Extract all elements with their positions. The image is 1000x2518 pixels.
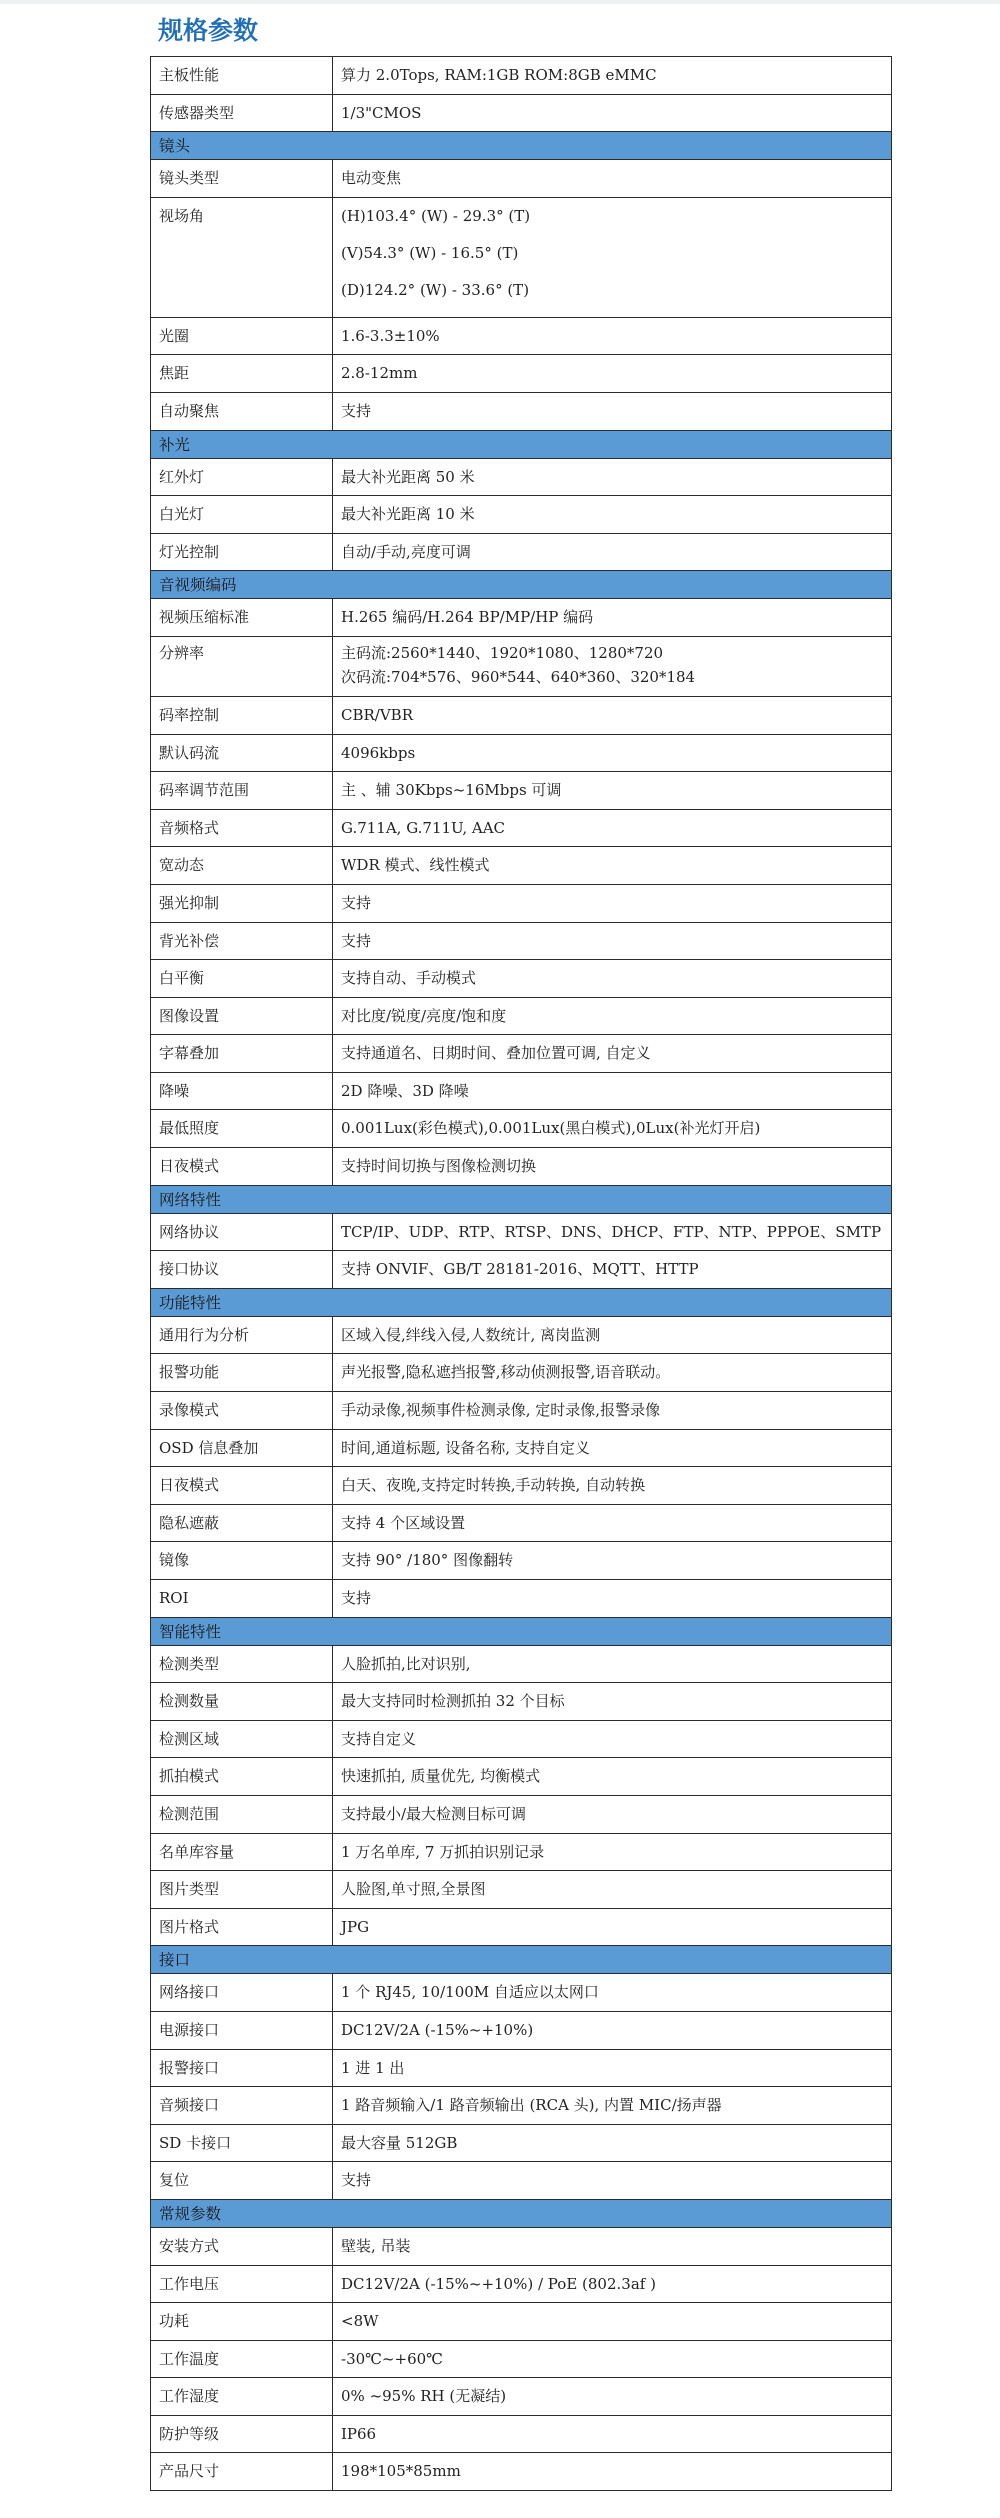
spec-label: 默认码流 <box>151 734 333 772</box>
spec-row <box>151 160 892 198</box>
spec-row <box>151 1392 892 1430</box>
section-header <box>151 1617 892 1645</box>
spec-value-line: 电动变焦 <box>341 169 402 188</box>
spec-value <box>333 458 892 496</box>
spec-label: 最低照度 <box>151 1110 333 1148</box>
spec-row <box>151 1213 892 1251</box>
spec-value <box>333 317 892 355</box>
spec-value <box>333 1795 892 1833</box>
spec-value-line: 最大支持同时检测抓拍 32 个目标 <box>341 1692 565 1711</box>
spec-value <box>333 1251 892 1289</box>
spec-value-line: <8W <box>341 2312 379 2331</box>
spec-value <box>333 2124 892 2162</box>
section-title: 补光 <box>151 430 892 458</box>
spec-value <box>333 1035 892 1073</box>
section-title: 功能特性 <box>151 1288 892 1316</box>
spec-row <box>151 392 892 430</box>
spec-value-line: 主 、辅 30Kbps~16Mbps 可调 <box>341 781 562 800</box>
spec-label: 码率调节范围 <box>151 772 333 810</box>
spec-row <box>151 1758 892 1796</box>
spec-label: 防护等级 <box>151 2415 333 2453</box>
spec-label: 检测数量 <box>151 1683 333 1721</box>
spec-value <box>333 1392 892 1430</box>
spec-value-line: G.711A, G.711U, AAC <box>341 818 506 837</box>
spec-label: 日夜模式 <box>151 1467 333 1505</box>
spec-value <box>333 1871 892 1909</box>
spec-row <box>151 884 892 922</box>
spec-row <box>151 2087 892 2125</box>
spec-label: 检测类型 <box>151 1645 333 1683</box>
spec-row <box>151 2303 892 2341</box>
section-header <box>151 2199 892 2227</box>
spec-value-line: H.265 编码/H.264 BP/MP/HP 编码 <box>341 608 594 627</box>
spec-label: 背光补偿 <box>151 922 333 960</box>
spec-value-line: 支持 <box>341 2171 372 2190</box>
spec-value-line: 支持 <box>341 401 372 420</box>
spec-value <box>333 2265 892 2303</box>
spec-row <box>151 1580 892 1618</box>
spec-value <box>333 57 892 95</box>
spec-row <box>151 809 892 847</box>
spec-value-line: 区域入侵,绊线入侵,人数统计, 离岗监测 <box>341 1325 601 1344</box>
spec-value <box>333 2340 892 2378</box>
spec-value <box>333 94 892 132</box>
spec-value-line: 0.001Lux(彩色模式),0.001Lux(黑白模式),0Lux(补光灯开启) <box>341 1119 761 1138</box>
spec-row <box>151 533 892 571</box>
spec-value-line: 最大补光距离 50 米 <box>341 467 475 486</box>
spec-label: 传感器类型 <box>151 94 333 132</box>
spec-row <box>151 57 892 95</box>
spec-value <box>333 1833 892 1871</box>
spec-table <box>150 56 892 2491</box>
spec-label: 图像设置 <box>151 997 333 1035</box>
spec-label: 网络协议 <box>151 1213 333 1251</box>
spec-row <box>151 2124 892 2162</box>
spec-label: 视场角 <box>151 197 333 317</box>
spec-row <box>151 317 892 355</box>
spec-label: 图片类型 <box>151 1871 333 1909</box>
spec-value <box>333 2011 892 2049</box>
spec-value-line: 对比度/锐度/亮度/饱和度 <box>341 1006 507 1025</box>
spec-value-line: 4096kbps <box>341 743 416 762</box>
spec-value-line: DC12V/2A (-15%~+10%) / PoE (802.3af ) <box>341 2274 656 2293</box>
spec-row <box>151 1504 892 1542</box>
spec-value <box>333 197 892 317</box>
spec-value-line: 1 路音频输入/1 路音频输出 (RCA 头), 内置 MIC/扬声器 <box>341 2096 722 2115</box>
spec-label: 复位 <box>151 2162 333 2200</box>
spec-label: 分辨率 <box>151 636 333 696</box>
spec-row <box>151 1072 892 1110</box>
spec-label: 报警功能 <box>151 1354 333 1392</box>
spec-value <box>333 847 892 885</box>
spec-value <box>333 2049 892 2087</box>
spec-row <box>151 1251 892 1289</box>
spec-value-line: 壁装, 吊装 <box>341 2236 411 2255</box>
spec-label: 主板性能 <box>151 57 333 95</box>
spec-label: ROI <box>151 1580 333 1618</box>
spec-row <box>151 1974 892 2012</box>
spec-row <box>151 1035 892 1073</box>
spec-label: 检测范围 <box>151 1795 333 1833</box>
spec-label: 焦距 <box>151 355 333 393</box>
spec-row <box>151 960 892 998</box>
page-title: 规格参数 <box>158 16 259 45</box>
spec-table-body <box>151 57 892 2491</box>
spec-row <box>151 2227 892 2265</box>
spec-label: 音频格式 <box>151 809 333 847</box>
section-title: 接口 <box>151 1946 892 1974</box>
spec-value-line: JPG <box>341 1917 370 1936</box>
spec-value <box>333 355 892 393</box>
spec-value-line: 支持 <box>341 893 372 912</box>
spec-value <box>333 2415 892 2453</box>
spec-value-line: 人脸抓拍,比对识别, <box>341 1654 471 1673</box>
spec-value-line: 支持 <box>341 931 372 950</box>
spec-row <box>151 1429 892 1467</box>
spec-value <box>333 1110 892 1148</box>
spec-value-line: 次码流:704*576、960*544、640*360、320*184 <box>341 667 696 686</box>
spec-value-line: 最大容量 512GB <box>341 2133 458 2152</box>
spec-row <box>151 997 892 1035</box>
spec-label: 图片格式 <box>151 1908 333 1946</box>
spec-value <box>333 2303 892 2341</box>
spec-value-line: 0% ~95% RH (无凝结) <box>341 2387 507 2406</box>
spec-value-line: 1/3"CMOS <box>341 103 422 122</box>
spec-value <box>333 960 892 998</box>
spec-value <box>333 997 892 1035</box>
spec-value-line: -30℃~+60℃ <box>341 2349 443 2368</box>
spec-value-line: 声光报警,隐私遮挡报警,移动侦测报警,语音联动。 <box>341 1363 671 1382</box>
spec-value-line: 1 个 RJ45, 10/100M 自适应以太网口 <box>341 1983 599 2002</box>
spec-label: 接口协议 <box>151 1251 333 1289</box>
spec-label: 降噪 <box>151 1072 333 1110</box>
spec-label: 工作湿度 <box>151 2378 333 2416</box>
spec-value <box>333 2378 892 2416</box>
spec-value-line: WDR 模式、线性模式 <box>341 856 490 875</box>
spec-value-line: 支持自动、手动模式 <box>341 969 477 988</box>
spec-value-line: 支持 ONVIF、GB/T 28181-2016、MQTT、HTTP <box>341 1260 699 1279</box>
spec-value-line: 支持 4 个区域设置 <box>341 1513 466 1532</box>
spec-row <box>151 1542 892 1580</box>
spec-label: 强光抑制 <box>151 884 333 922</box>
spec-row <box>151 1833 892 1871</box>
spec-row <box>151 1316 892 1354</box>
spec-value-line: 快速抓拍, 质量优先, 均衡模式 <box>341 1767 541 1786</box>
section-header <box>151 132 892 160</box>
spec-row <box>151 2265 892 2303</box>
section-header <box>151 1288 892 1316</box>
spec-row <box>151 922 892 960</box>
spec-label: 自动聚焦 <box>151 392 333 430</box>
spec-value-line: 手动录像,视频事件检测录像, 定时录像,报警录像 <box>341 1401 661 1420</box>
spec-value-line: (V)54.3° (W) - 16.5° (T) <box>341 243 519 262</box>
spec-row <box>151 1148 892 1186</box>
spec-value <box>333 1148 892 1186</box>
spec-label: 网络接口 <box>151 1974 333 2012</box>
spec-value <box>333 734 892 772</box>
spec-value-line: CBR/VBR <box>341 705 413 724</box>
spec-value <box>333 636 892 696</box>
spec-label: 白光灯 <box>151 496 333 534</box>
spec-value-line: (D)124.2° (W) - 33.6° (T) <box>341 280 530 299</box>
spec-value-line: 算力 2.0Tops, RAM:1GB ROM:8GB eMMC <box>341 66 657 84</box>
section-title: 镜头 <box>151 132 892 160</box>
spec-row <box>151 2049 892 2087</box>
spec-value <box>333 2453 892 2491</box>
section-header <box>151 1185 892 1213</box>
spec-value <box>333 1316 892 1354</box>
spec-value <box>333 1683 892 1721</box>
spec-value <box>333 1467 892 1505</box>
spec-row <box>151 1467 892 1505</box>
spec-value <box>333 1354 892 1392</box>
spec-label: 灯光控制 <box>151 533 333 571</box>
spec-row <box>151 1795 892 1833</box>
spec-row <box>151 2453 892 2491</box>
top-divider <box>0 0 1000 4</box>
spec-value <box>333 1645 892 1683</box>
spec-label: 工作温度 <box>151 2340 333 2378</box>
spec-value <box>333 1542 892 1580</box>
section-title: 智能特性 <box>151 1617 892 1645</box>
spec-row <box>151 2162 892 2200</box>
spec-value-line: 支持 90° /180° 图像翻转 <box>341 1551 514 1570</box>
spec-label: 日夜模式 <box>151 1148 333 1186</box>
spec-value-line: 支持通道名、日期时间、叠加位置可调, 自定义 <box>341 1044 651 1063</box>
spec-label: 安装方式 <box>151 2227 333 2265</box>
spec-value <box>333 809 892 847</box>
spec-label: 抓拍模式 <box>151 1758 333 1796</box>
spec-label: 通用行为分析 <box>151 1316 333 1354</box>
spec-row <box>151 1683 892 1721</box>
spec-label: 工作电压 <box>151 2265 333 2303</box>
spec-row <box>151 1720 892 1758</box>
spec-value <box>333 772 892 810</box>
spec-value <box>333 1720 892 1758</box>
spec-value <box>333 599 892 637</box>
spec-value-line: 1 进 1 出 <box>341 2058 405 2077</box>
spec-row <box>151 458 892 496</box>
spec-value-line: 2.8-12mm <box>341 364 418 383</box>
spec-value <box>333 1504 892 1542</box>
section-title: 网络特性 <box>151 1185 892 1213</box>
spec-value <box>333 160 892 198</box>
spec-value <box>333 696 892 734</box>
spec-value <box>333 1908 892 1946</box>
spec-value <box>333 1072 892 1110</box>
spec-label: 字幕叠加 <box>151 1035 333 1073</box>
spec-value <box>333 1213 892 1251</box>
spec-value <box>333 1429 892 1467</box>
spec-label: 镜头类型 <box>151 160 333 198</box>
spec-value-line: 支持最小/最大检测目标可调 <box>341 1804 527 1823</box>
spec-value <box>333 884 892 922</box>
spec-row <box>151 1645 892 1683</box>
spec-value-line: 支持 <box>341 1589 372 1607</box>
spec-row <box>151 847 892 885</box>
spec-label: 镜像 <box>151 1542 333 1580</box>
spec-value-line: (H)103.4° (W) - 29.3° (T) <box>341 206 531 225</box>
spec-value <box>333 2227 892 2265</box>
spec-value <box>333 392 892 430</box>
spec-label: 隐私遮蔽 <box>151 1504 333 1542</box>
spec-row <box>151 2340 892 2378</box>
spec-label: 白平衡 <box>151 960 333 998</box>
spec-row <box>151 2415 892 2453</box>
spec-row <box>151 599 892 637</box>
spec-label: 光圈 <box>151 317 333 355</box>
spec-row <box>151 355 892 393</box>
spec-value-line: 时间,通道标题, 设备名称, 支持自定义 <box>341 1438 590 1457</box>
spec-value <box>333 1974 892 2012</box>
spec-label: 检测区域 <box>151 1720 333 1758</box>
spec-value-line: 支持时间切换与图像检测切换 <box>341 1157 537 1176</box>
spec-row <box>151 94 892 132</box>
spec-row <box>151 2378 892 2416</box>
spec-label: 码率控制 <box>151 696 333 734</box>
spec-label: 功耗 <box>151 2303 333 2341</box>
spec-label: 录像模式 <box>151 1392 333 1430</box>
spec-row <box>151 1354 892 1392</box>
spec-label: 红外灯 <box>151 458 333 496</box>
spec-label: OSD 信息叠加 <box>151 1429 333 1467</box>
spec-value <box>333 1580 892 1618</box>
spec-label: SD 卡接口 <box>151 2124 333 2162</box>
spec-value-line: 最大补光距离 10 米 <box>341 505 475 524</box>
section-header <box>151 430 892 458</box>
spec-value-line: 支持自定义 <box>341 1729 417 1748</box>
spec-label: 产品尺寸 <box>151 2453 333 2491</box>
spec-value-line: 自动/手动,亮度可调 <box>341 542 471 561</box>
spec-value-line: 1.6-3.3±10% <box>341 326 440 345</box>
spec-label: 音频接口 <box>151 2087 333 2125</box>
spec-row <box>151 2011 892 2049</box>
spec-value-line: TCP/IP、UDP、RTP、RTSP、DNS、DHCP、FTP、NTP、PPPOE、SMTP <box>341 1222 882 1241</box>
spec-value-line: 人脸图,单寸照,全景图 <box>341 1880 486 1899</box>
section-header <box>151 1946 892 1974</box>
spec-value-line: 白天、夜晚,支持定时转换,手动转换, 自动转换 <box>341 1476 646 1495</box>
spec-label: 宽动态 <box>151 847 333 885</box>
spec-value <box>333 2087 892 2125</box>
spec-label: 名单库容量 <box>151 1833 333 1871</box>
spec-row <box>151 636 892 696</box>
spec-row <box>151 734 892 772</box>
section-header <box>151 571 892 599</box>
spec-row <box>151 496 892 534</box>
spec-row <box>151 1871 892 1909</box>
spec-value-line: IP66 <box>341 2424 377 2443</box>
spec-row <box>151 772 892 810</box>
spec-value-line: DC12V/2A (-15%~+10%) <box>341 2020 534 2039</box>
spec-row <box>151 1110 892 1148</box>
spec-value-line: 198*105*85mm <box>341 2462 461 2481</box>
spec-value-line: 2D 降噪、3D 降噪 <box>341 1081 469 1100</box>
spec-value <box>333 1758 892 1796</box>
spec-row <box>151 197 892 317</box>
section-title: 常规参数 <box>151 2199 892 2227</box>
spec-value <box>333 496 892 534</box>
spec-value <box>333 922 892 960</box>
spec-value-line: 主码流:2560*1440、1920*1080、1280*720 <box>341 643 664 662</box>
spec-value <box>333 2162 892 2200</box>
spec-value-line: 1 万名单库, 7 万抓拍识别记录 <box>341 1842 545 1861</box>
spec-row <box>151 1908 892 1946</box>
spec-row <box>151 696 892 734</box>
spec-label: 视频压缩标准 <box>151 599 333 637</box>
spec-value <box>333 533 892 571</box>
spec-label: 电源接口 <box>151 2011 333 2049</box>
spec-label: 报警接口 <box>151 2049 333 2087</box>
section-title: 音视频编码 <box>151 571 892 599</box>
